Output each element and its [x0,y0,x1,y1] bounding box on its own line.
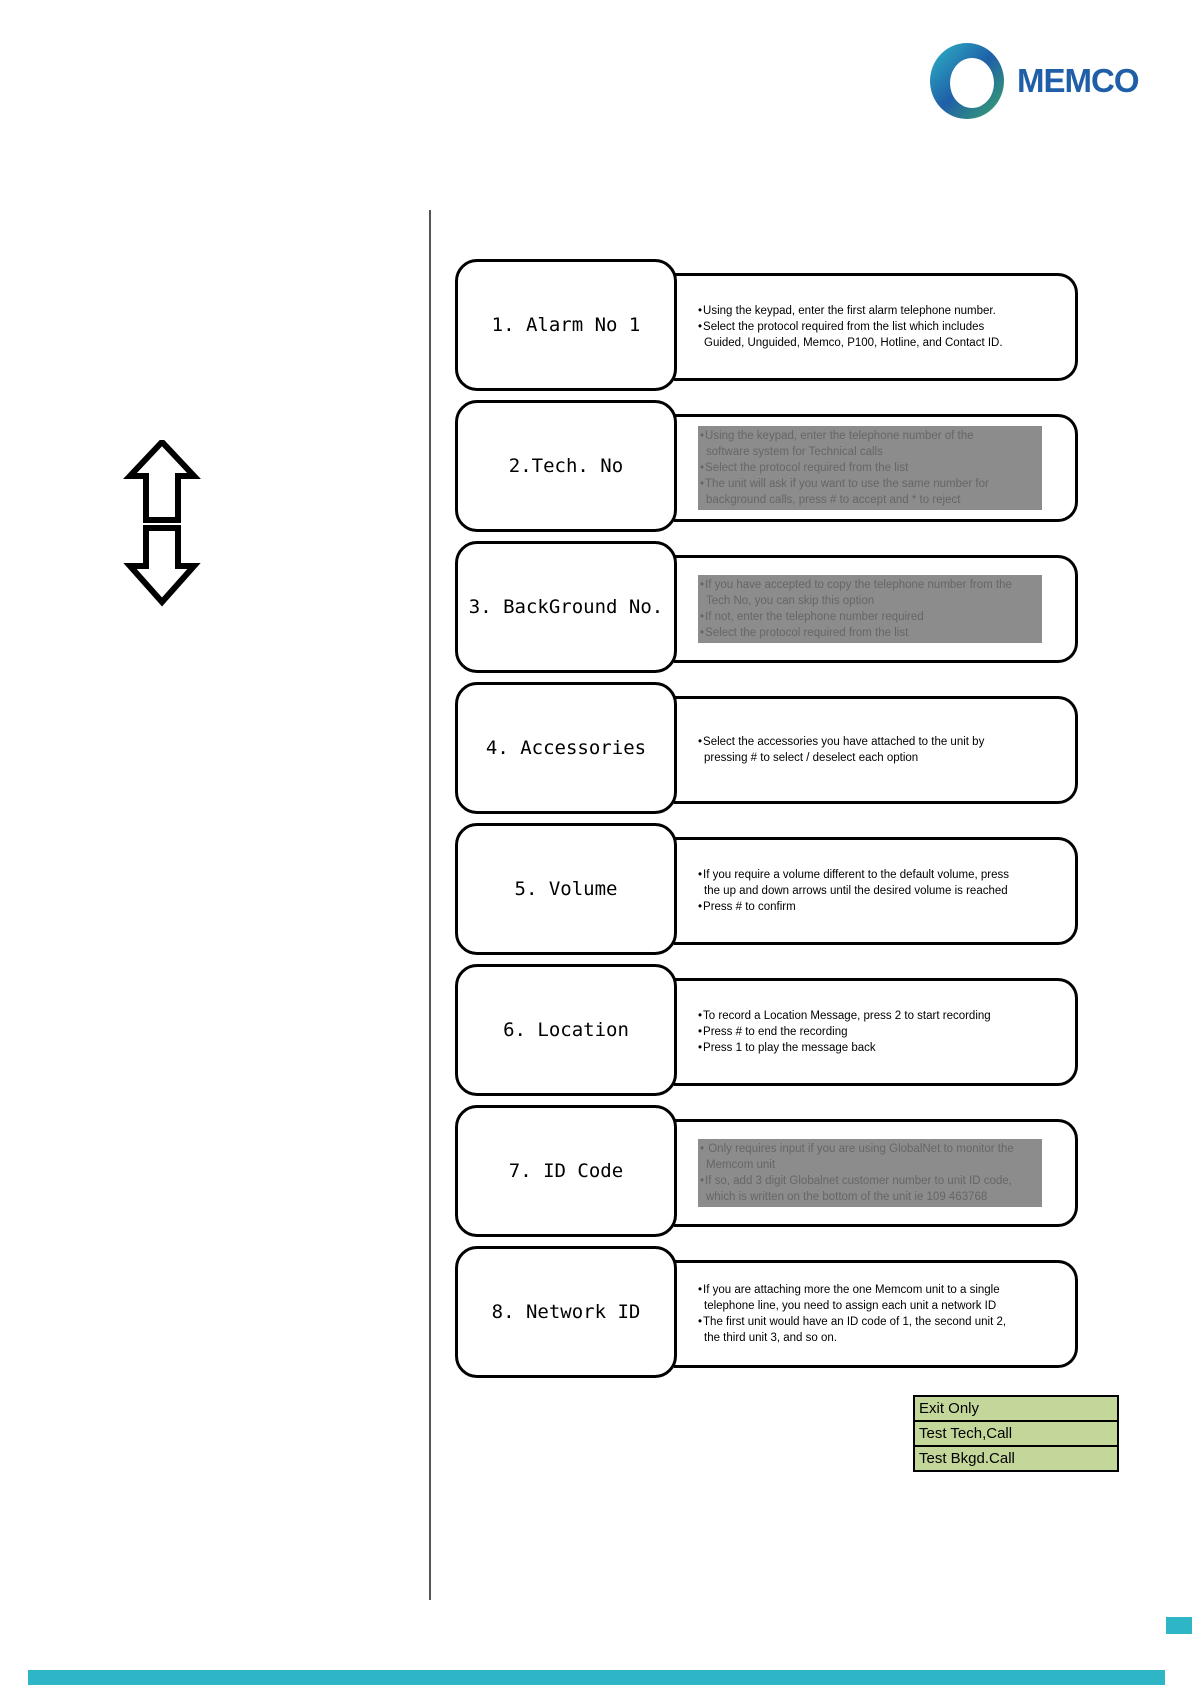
down-arrow-icon [130,528,194,602]
step-description [674,1119,1078,1227]
step-description [674,696,1078,804]
step-description [674,1260,1078,1368]
exit-menu-row[interactable] [914,1396,1118,1421]
description-line: • To record a Location Message, press 2 to start recording [698,1008,1046,1024]
description-line: • Press 1 to play the message back [698,1040,1046,1056]
exit-menu-item: Test Bkgd.Call [914,1446,1118,1471]
description-line: the up and down arrows until the desired volume is reached [704,885,1008,897]
step-description [674,837,1078,945]
description-line: Memcom unit [706,1159,776,1171]
description-line: • If not, enter the telephone number required [700,609,1038,625]
step-description [674,978,1078,1086]
step-label: 8. Network ID [455,1246,677,1378]
description-line: • Press # to end the recording [698,1024,1046,1040]
exit-menu-row[interactable] [914,1446,1118,1471]
description-line: • If you are attaching more the one Memcom unit to a single [698,1282,1046,1298]
description-line: • Select the protocol required from the list which includes [698,319,1046,335]
description-line: • Only requires input if you are using GlobalNet to monitor the [700,1141,1038,1157]
step-label: 2.Tech. No [455,400,677,532]
description-line: • Using the keypad, enter the telephone number of the [700,428,1038,444]
description-line: • Select the accessories you have attached to the unit by [698,734,1046,750]
description-line: • Press # to confirm [698,899,1046,915]
description-line: Guided, Unguided, Memco, P100, Hotline, and Contact ID. [704,337,1003,349]
disabled-description-box [698,575,1042,643]
description-box [698,1008,1046,1056]
description-box [698,867,1046,915]
description-line: the third unit 3, and so on. [704,1332,837,1344]
exit-menu-row[interactable] [914,1421,1118,1446]
description-line: • Select the protocol required from the list [700,625,1038,641]
page-corner-marker [1166,1617,1192,1634]
description-line: • Using the keypad, enter the first alarm telephone number. [698,303,1046,319]
disabled-description-box [698,1139,1042,1207]
step-description [674,555,1078,663]
step-label: 1. Alarm No 1 [455,259,677,391]
footer-bar [28,1670,1165,1685]
up-down-arrows-icon [122,440,202,610]
step-label: 7. ID Code [455,1105,677,1237]
step-label: 6. Location [455,964,677,1096]
step-description [674,414,1078,522]
description-line: • If you have accepted to copy the telephone number from the [700,577,1038,593]
exit-menu-item: Test Tech,Call [914,1421,1118,1446]
description-line: • If you require a volume different to the default volume, press [698,867,1046,883]
description-box [698,1282,1046,1346]
memco-ring-icon [925,40,1011,126]
step-label: 4. Accessories [455,682,677,814]
up-arrow-icon [130,442,194,520]
memco-logo [925,40,1139,122]
description-line: • The first unit would have an ID code of 1, the second unit 2, [698,1314,1046,1330]
vertical-divider [429,210,431,1600]
exit-menu-table [913,1395,1119,1472]
step-label: 3. BackGround No. [455,541,677,673]
step-label: 5. Volume [455,823,677,955]
description-line: • Select the protocol required from the list [700,460,1038,476]
description-box [698,734,1046,766]
navigation-arrows [122,440,202,614]
exit-menu-item: Exit Only [914,1396,1118,1421]
description-line: background calls, press # to accept and * to reject [706,494,961,506]
description-line: • The unit will ask if you want to use the same number for [700,476,1038,492]
description-box [698,303,1046,351]
brand-name: MEMCO [1017,62,1139,99]
description-line: telephone line, you need to assign each unit a network ID [704,1300,997,1312]
step-description [674,273,1078,381]
description-line: Tech No, you can skip this option [706,595,875,607]
disabled-description-box [698,426,1042,510]
description-line: software system for Technical calls [706,446,883,458]
description-line: • If so, add 3 digit Globalnet customer number to unit ID code, [700,1173,1038,1189]
description-line: pressing # to select / deselect each option [704,752,919,764]
description-line: which is written on the bottom of the unit ie 109 463768 [706,1191,988,1203]
